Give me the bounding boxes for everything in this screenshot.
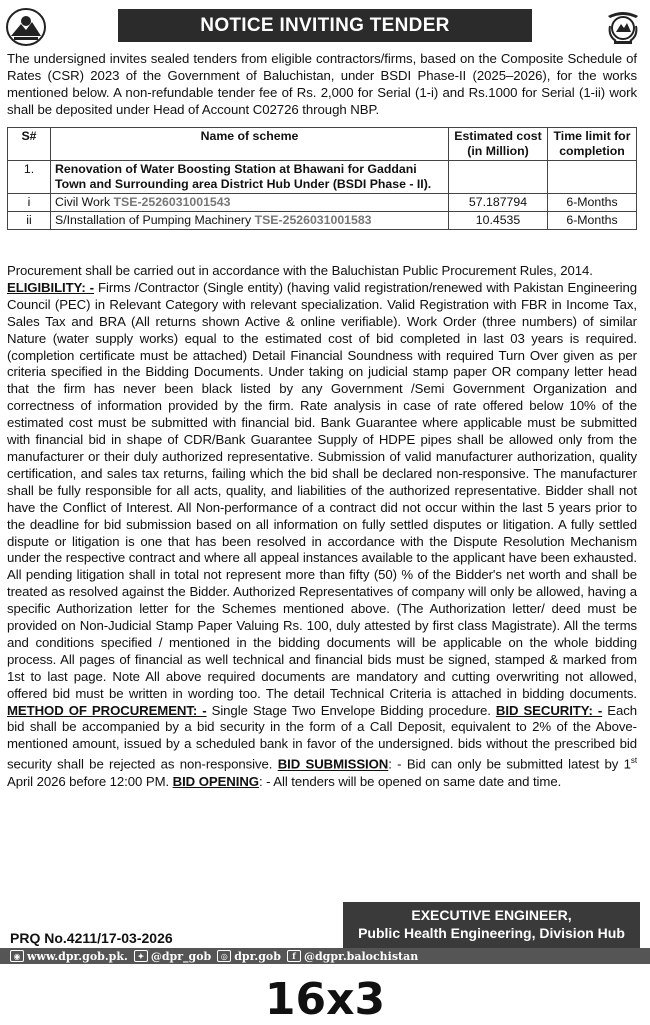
- cell-sno: ii: [8, 212, 51, 230]
- instagram-label: dpr.gob: [234, 949, 281, 963]
- cell-empty: [449, 161, 548, 194]
- intro-paragraph: The undersigned invites sealed tenders from eligible contractors/firms, based on the Composite Schedule of Rates (CSR) 2023 of the Government of Baluchistan, under BSDI Phase-II (2025–2026), for the works mentioned below. A non-refundable tender fee of Rs. 2,000 for Serial (1-i) and Rs.1000 for Serial (1-ii) work shall be deposited under Head of Account C02726 through NBP.: [7, 51, 637, 117]
- mountain-sun-logo: [5, 6, 47, 48]
- cell-work: [51, 194, 449, 212]
- ad-size-label: 16x3: [264, 974, 386, 1025]
- footer-facebook[interactable]: [287, 950, 418, 963]
- footer-website[interactable]: [10, 950, 128, 963]
- col-header-sno: S#: [8, 128, 51, 161]
- cell-empty: [548, 161, 637, 194]
- col-header-time: Time limit for completion: [548, 128, 637, 161]
- footer-twitter[interactable]: [134, 950, 211, 963]
- tse-number: TSE-2526031001583: [254, 213, 372, 227]
- footer-instagram[interactable]: [217, 950, 281, 963]
- submission-text-2: April 2026 before 12:00 PM.: [7, 773, 173, 789]
- table-row: [8, 212, 637, 230]
- cell-work: [51, 212, 449, 230]
- opening-text: : - All tenders will be opened on same date and time.: [258, 773, 562, 789]
- submission-text: : - Bid can only be submitted latest by 1: [388, 756, 631, 772]
- cell-cost: 57.187794: [449, 194, 548, 212]
- security-text: Each bid shall be accompanied by a bid security in the form of a Call Deposit, equivalent to 2% of the Above-mentioned amount, issued by a scheduled bank in favor of the undersigned. bids without the prescribed bid security shall be rejected as non-responsive.: [7, 702, 637, 772]
- table-header-row: [8, 128, 637, 161]
- col-header-cost: Estimated cost (in Million): [449, 128, 548, 161]
- cell-time: 6-Months: [548, 194, 637, 212]
- opening-label: BID OPENING: [172, 773, 259, 789]
- method-text: Single Stage Two Envelope Bidding procedure.: [206, 702, 496, 718]
- tender-conditions: [7, 263, 637, 790]
- cell-sno: 1.: [8, 161, 51, 194]
- eligibility-text: Firms /Contractor (Single entity) (having valid registration/renewed with Pakistan Engineering Council (PEC) in Relevant Category with relevant specialization. Valid Registration with FBR in Income Tax, Sales Tax and BRA (All returns shown Active & online verifiable). Work Order (three numbers) of similar Nature (water supply works) equal to the estimated cost of bid completed in last 03 years is required. (completion certificate must be attached) Detail Financial Soundness with required Turn Over given as per criteria specified in the Bidding Documents. Under taking on judicial stamp paper OR company letter head that the firm has never been black listed by any Government /Semi Government Organization and correctness of information provided by the firm. Rate analysis in case of rate offered below 10% of the estimated cost must be submitted with financial bid. Bank Guarantee where applicable must be submitted with financial bid in shape of CDR/Bank Guarantee Supply of HDPE pipes shall be allowed only from the manufacturer or their duly authorized representative. Submission of valid manufacturer authorization, quality certification, and sales tax returns, failing which the bid shall be declared non-responsive. The manufacturer shall be fully responsible for all acts, quality, and liabilities of the authorized representative. Bidder shall not have the Conflict of Interest. All Non-performance of a contract did not occur within the last 5 years prior to the deadline for bid submission based on all information on fully settled disputes or litigation. A fully settled dispute or litigation is one that has been resolved in accordance with the Dispute Resolution Mechanism under the respective contract and where all appeal instances available to the applicant have been exhausted. All pending litigation shall in total not represent more than fifty (50) % of the Bidder's net worth and shall be treated as resolved against the Bidder. Authorized Representatives of company will only be allowed, having a specific Authorization letter for the Schemes mentioned above. (The Authorization letter/ deed must be provided on Non-Judicial Stamp Paper Valuing Rs. 100, duly attested by first class Magistrate). All the terms and conditions specified / mentioned in the bidding documents will be applicable on the whole bidding process. All pages of financial as well technical and financial bids must be signed, stamped & marked from 1st to last page. Note All above required documents are mandatory and cutting overwriting not allowed, offered bid must be written in wording too. The detail Technical Criteria is attached in bidding documents.: [7, 279, 637, 701]
- col-header-scheme: Name of scheme: [51, 128, 449, 161]
- signature-office: Public Health Engineering, Division Hub: [358, 925, 625, 941]
- twitter-icon: ✦: [134, 950, 148, 962]
- table-row: [8, 161, 637, 194]
- twitter-label: @dpr_gob: [150, 949, 212, 963]
- cell-cost: 10.4535: [449, 212, 548, 230]
- procurement-rules: Procurement shall be carried out in accordance with the Baluchistan Public Procurement Rules, 2014.: [7, 263, 593, 278]
- work-label: Civil Work: [55, 195, 111, 209]
- instagram-icon: ◎: [217, 950, 231, 962]
- cell-time: 6-Months: [548, 212, 637, 230]
- security-label: BID SECURITY: -: [495, 702, 603, 718]
- scheme-table: [7, 127, 637, 230]
- page-title: NOTICE INVITING TENDER: [118, 9, 532, 42]
- eligibility-label: ELIGIBILITY: -: [7, 279, 94, 295]
- submission-label: BID SUBMISSION: [277, 756, 389, 772]
- submission-sup: st: [630, 756, 637, 766]
- signature-block: [343, 902, 640, 948]
- globe-icon: ◉: [10, 950, 24, 962]
- facebook-icon: f: [287, 950, 301, 962]
- work-label: S/Installation of Pumping Machinery: [55, 213, 252, 227]
- cell-sno: i: [8, 194, 51, 212]
- signature-title: EXECUTIVE ENGINEER,: [411, 907, 572, 923]
- method-label: METHOD OF PROCUREMENT: -: [7, 702, 207, 718]
- cell-scheme-name: Renovation of Water Boosting Station at Bhawani for Gaddani Town and Surrounding area District Hub Under (BSDI Phase - II).: [51, 161, 449, 194]
- prq-number: PRQ No.4211/17-03-2026: [10, 930, 173, 946]
- footer-social-bar: [0, 948, 650, 964]
- balochistan-emblem: [602, 6, 644, 48]
- facebook-label: @dgpr.balochistan: [303, 949, 419, 963]
- tse-number: TSE-2526031001543: [113, 195, 231, 209]
- website-label: www.dpr.gob.pk.: [27, 949, 128, 963]
- table-row: [8, 194, 637, 212]
